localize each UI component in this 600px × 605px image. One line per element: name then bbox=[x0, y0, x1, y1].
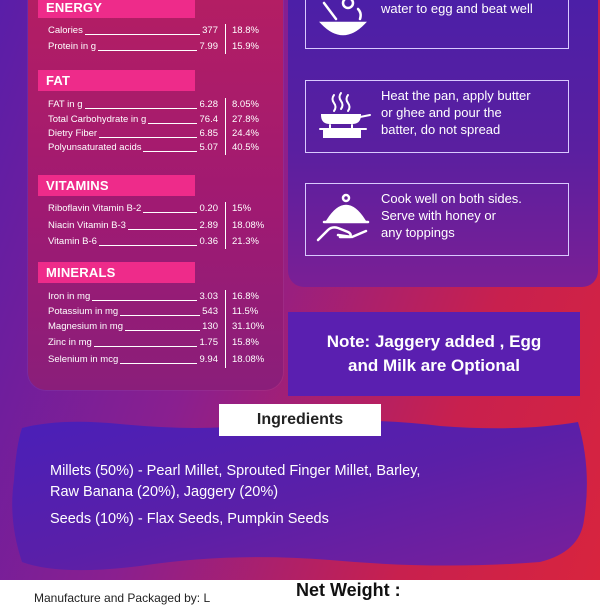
nutrient-value: 130 bbox=[202, 321, 218, 332]
step-line: Serve with honey or bbox=[381, 208, 496, 223]
ingredients-line: Seeds (10%) - Flax Seeds, Pumpkin Seeds bbox=[50, 511, 329, 527]
nutrient-value: 6.28 bbox=[199, 99, 218, 110]
note-line: Note: Jaggery added , Egg bbox=[326, 332, 542, 351]
nutrient-name: Potassium in mg bbox=[48, 306, 119, 317]
nutrient-percent: 31.10% bbox=[232, 321, 265, 332]
nutrient-percent: 11.5% bbox=[232, 306, 259, 317]
step-line: or ghee and pour the bbox=[381, 105, 502, 120]
vitamins-heading: VITAMINS bbox=[38, 175, 195, 196]
nutrient-percent: 15.8% bbox=[232, 337, 259, 348]
nutrient-value: 6.85 bbox=[199, 128, 218, 139]
step-line: water to egg and beat well bbox=[381, 1, 533, 16]
step-line: Cook well on both sides. bbox=[381, 191, 522, 206]
nutrient-value: 5.07 bbox=[199, 142, 218, 153]
nutrient-name: Riboflavin Vitamin B-2 bbox=[48, 203, 142, 214]
nutrient-percent: 18.08% bbox=[232, 220, 265, 231]
ingredients-line: Raw Banana (20%), Jaggery (20%) bbox=[50, 484, 279, 500]
step-line: any toppings bbox=[381, 225, 455, 240]
ingredients-line: Millets (50%) - Pearl Millet, Sprouted Finger Millet, Barley, bbox=[50, 463, 421, 479]
nutrient-name: Polyunsaturated acids bbox=[48, 142, 142, 153]
nutrient-name: FAT in g bbox=[48, 99, 83, 110]
nutrient-name: Iron in mg bbox=[48, 291, 91, 302]
nutrient-percent: 24.4% bbox=[232, 128, 259, 139]
manufacturer-text: Manufacture and Packaged by: L bbox=[34, 591, 211, 605]
nutrient-value: 377 bbox=[202, 25, 218, 36]
nutrient-value: 0.20 bbox=[199, 203, 218, 214]
nutrient-percent: 15.9% bbox=[232, 41, 259, 52]
nutrient-name: Vitamin B-6 bbox=[48, 236, 97, 247]
nutrient-name: Niacin Vitamin B-3 bbox=[48, 220, 126, 231]
nutrient-percent: 21.3% bbox=[232, 236, 259, 247]
nutrient-value: 3.03 bbox=[199, 291, 218, 302]
fat-heading: FAT bbox=[38, 70, 195, 91]
nutrient-name: Calories bbox=[48, 25, 83, 36]
nutrient-percent: 40.5% bbox=[232, 142, 259, 153]
energy-heading: ENERGY bbox=[38, 0, 195, 18]
nutrient-value: 76.4 bbox=[199, 114, 218, 125]
nutrient-value: 1.75 bbox=[199, 337, 218, 348]
nutrient-value: 7.99 bbox=[199, 41, 218, 52]
step-line: Heat the pan, apply butter bbox=[381, 88, 531, 103]
nutrient-name: Dietry Fiber bbox=[48, 128, 98, 139]
nutrient-name: Total Carbohydrate in g bbox=[48, 114, 147, 125]
nutrient-value: 543 bbox=[202, 306, 218, 317]
nutrient-percent: 27.8% bbox=[232, 114, 259, 125]
nutrient-value: 0.36 bbox=[199, 236, 218, 247]
nutrient-name: Protein in g bbox=[48, 41, 97, 52]
net-weight-label: Net Weight : bbox=[296, 580, 401, 600]
nutrient-percent: 15% bbox=[232, 203, 252, 214]
ingredients-title: Ingredients bbox=[219, 404, 381, 436]
nutrient-percent: 16.8% bbox=[232, 291, 259, 302]
step-line: batter, do not spread bbox=[381, 122, 501, 137]
nutrient-percent: 8.05% bbox=[232, 99, 259, 110]
nutrient-value: 2.89 bbox=[199, 220, 218, 231]
nutrient-name: Magnesium in mg bbox=[48, 321, 123, 332]
minerals-heading: MINERALS bbox=[38, 262, 195, 283]
nutrient-percent: 18.08% bbox=[232, 354, 265, 365]
nutrient-value: 9.94 bbox=[199, 354, 218, 365]
nutrient-name: Selenium in mcg bbox=[48, 354, 119, 365]
nutrient-percent: 18.8% bbox=[232, 25, 259, 36]
nutrient-name: Zinc in mg bbox=[48, 337, 92, 348]
note-line: and Milk are Optional bbox=[348, 356, 520, 375]
